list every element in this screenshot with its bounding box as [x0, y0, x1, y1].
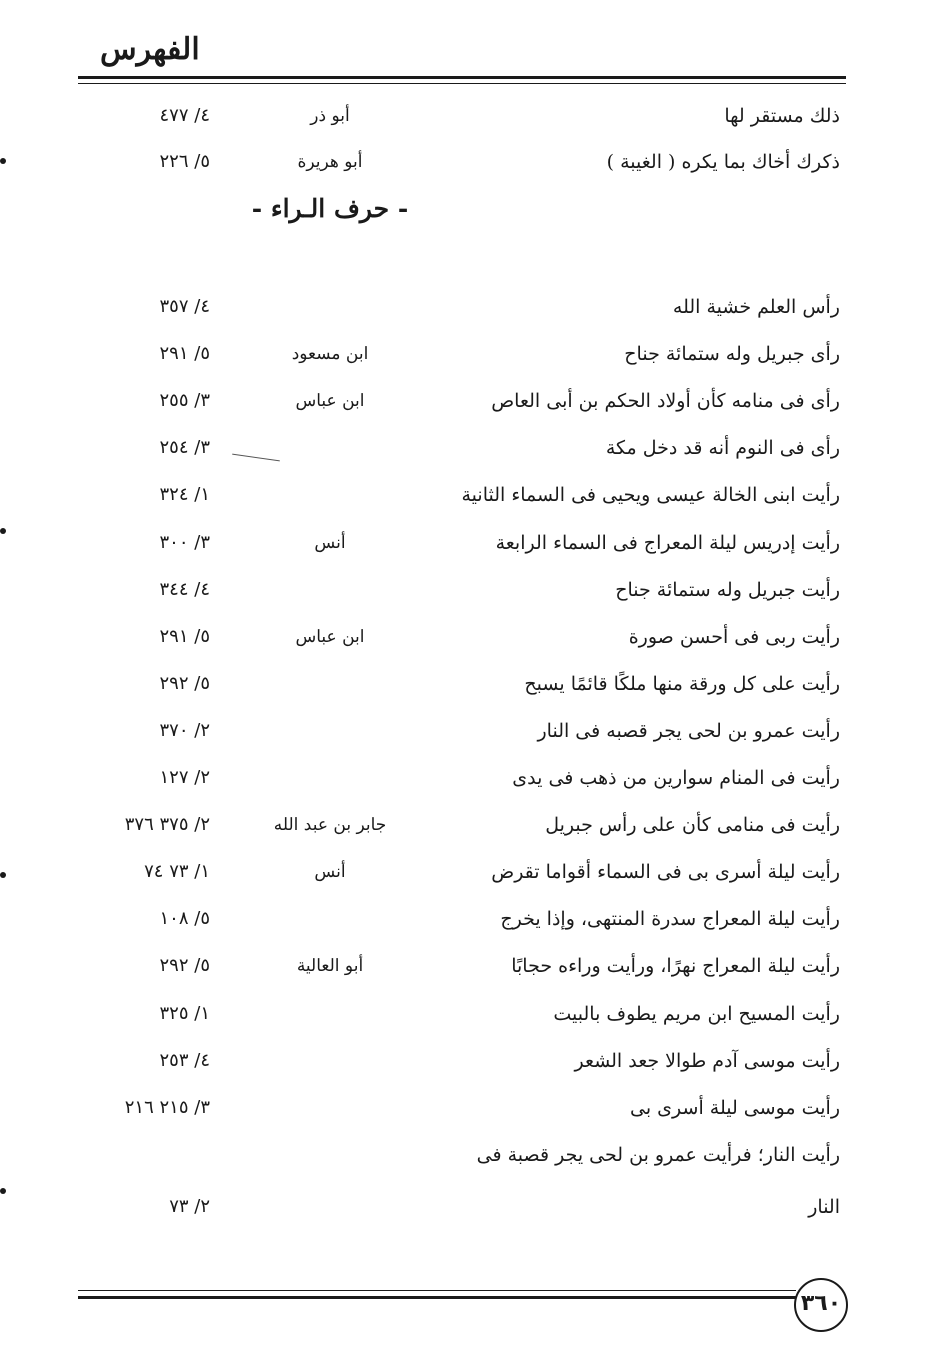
index-entry-row [0, 1044, 928, 1078]
entry-text: رأيت موسى آدم طوالا جعد الشعر [574, 1049, 840, 1072]
entry-narrator: أنس [314, 862, 346, 883]
entry-text: رأيت على كل ورقة منها ملكًا قائمًا يسبح [524, 672, 840, 695]
entry-text: رأى جبريل وله ستمائة جناح [624, 343, 840, 366]
index-entry-row [0, 431, 928, 465]
index-entry-row [0, 714, 928, 748]
entry-reference: ٢/ ١٢٧ [159, 767, 210, 788]
index-entry-row [0, 949, 928, 983]
index-entry-row [0, 997, 928, 1031]
footer-rule-thick [78, 1296, 796, 1299]
entry-text: رأيت ابنى الخالة عيسى ويحيى فى السماء الثانية [461, 484, 840, 507]
entry-reference: ٥/ ٢٩١ [159, 343, 210, 365]
index-entry-row [0, 855, 928, 889]
entry-reference: ٥/ ٢٩١ [159, 625, 210, 647]
entry-text: رأيت عمرو بن لحى يجر قصبه فى النار [537, 719, 840, 742]
header-rule-thin [78, 83, 846, 84]
entry-reference: ١/ ٣٢٤ [159, 484, 210, 506]
index-entry-row [0, 145, 928, 179]
entry-text: رأى فى منامه كأن أولاد الحكم بن أبى العاص [491, 390, 840, 413]
entry-reference: ٢/ ٣٧٥ ٣٧٦ [124, 814, 210, 836]
entry-narrator: أبو ذر [310, 106, 350, 126]
entry-narrator: أبو العالية [296, 956, 364, 977]
index-entry-row [0, 620, 928, 654]
index-entry-row [0, 478, 928, 512]
entry-reference: ٢/ ٧٣ [169, 1196, 210, 1217]
index-entry-row [0, 1190, 928, 1224]
entry-text: رأيت جبريل وله ستمائة جناح [615, 578, 840, 601]
page-number: ٣٦٠ [794, 1278, 848, 1332]
entry-reference: ٣/ ٣٠٠ [159, 531, 210, 553]
margin-dot [0, 1188, 6, 1194]
entry-text: رأيت النار؛ فرأيت عمرو بن لحى يجر قصبة فى [476, 1143, 840, 1166]
index-entry-row [0, 290, 928, 324]
entry-text: رأيت فى المنام سوارين من ذهب فى يدى [512, 767, 840, 789]
index-header-title: الفهرس [100, 32, 200, 67]
entry-text: رأيت ليلة المعراج سدرة المنتهى، وإذا يخرج [500, 908, 840, 931]
index-entry-row [0, 337, 928, 371]
entry-narrator: أبو هريرة [297, 152, 363, 172]
entry-text: رأيت المسيح ابن مريم يطوف بالبيت [553, 1002, 840, 1025]
entry-reference: ٣/ ٢١٥ ٢١٦ [124, 1096, 210, 1118]
index-entry-row [0, 99, 928, 133]
entry-narrator: جابر بن عبد الله [273, 815, 387, 836]
index-entry-row [0, 1138, 928, 1172]
entry-reference: ٤/ ٢٥٣ [159, 1049, 210, 1071]
entry-reference: ٣/ ٢٥٤ [159, 437, 210, 459]
entry-reference: ٥/ ٢٩٢ [159, 672, 210, 694]
entry-reference: ٥/ ٢٩٢ [159, 955, 210, 977]
index-entry-row [0, 526, 928, 560]
entry-narrator: ابن عباس [295, 626, 365, 647]
entry-text: رأيت إدريس ليلة المعراج فى السماء الرابعة [495, 531, 840, 554]
entry-reference: ١/ ٧٣ ٧٤ [144, 861, 210, 883]
entry-reference: ٥/ ٢٢٦ [159, 151, 210, 172]
entry-reference: ٣/ ٢٥٥ [159, 390, 210, 412]
entry-reference: ٤/ ٣٥٧ [159, 296, 210, 317]
index-entry-row [0, 384, 928, 418]
entry-text: ذلك مستقر لها [724, 105, 840, 127]
index-entry-row [0, 1091, 928, 1125]
index-entry-row [0, 808, 928, 842]
entry-text: ذكرك أخاك بما يكره ( الغيبة ) [606, 151, 840, 173]
margin-dot [0, 158, 6, 164]
entry-text: رأيت ربى فى أحسن صورة [628, 625, 840, 648]
entry-reference: ٤/ ٤٧٧ [159, 105, 210, 126]
entry-reference: ١/ ٣٢٥ [159, 1002, 210, 1024]
entry-reference: ٥/ ١٠٨ [159, 908, 210, 930]
index-entry-row [0, 761, 928, 795]
entry-narrator: ابن مسعود [291, 344, 369, 365]
entry-text: رأيت ليلة أسرى بى فى السماء أقواما تقرض [491, 861, 840, 884]
entry-text: النار [808, 1196, 840, 1218]
entry-text: رأى فى النوم أنه قد دخل مكة [605, 437, 840, 460]
index-entry-row [0, 573, 928, 607]
entry-reference: ٤/ ٣٤٤ [159, 578, 210, 600]
margin-dot [0, 872, 6, 878]
entry-text: رأس العلم خشية الله [672, 296, 840, 318]
section-title: - حرف الـراء - [251, 194, 409, 223]
entry-text: رأيت موسى ليلة أسرى بى [630, 1096, 840, 1119]
entry-reference: ٢/ ٣٧٠ [159, 719, 210, 741]
entry-narrator: ابن عباس [295, 391, 365, 412]
header-rule-thick [78, 76, 846, 79]
margin-dot [0, 528, 6, 534]
entry-text: رأيت فى منامى كأن على رأس جبريل [545, 814, 840, 837]
entry-text: رأيت ليلة المعراج نهرًا، ورأيت وراءه حجابًا [511, 955, 840, 978]
entry-narrator: أنس [314, 532, 346, 553]
index-entry-row [0, 902, 928, 936]
index-entry-row [0, 667, 928, 701]
footer-rule-thin [78, 1290, 796, 1291]
